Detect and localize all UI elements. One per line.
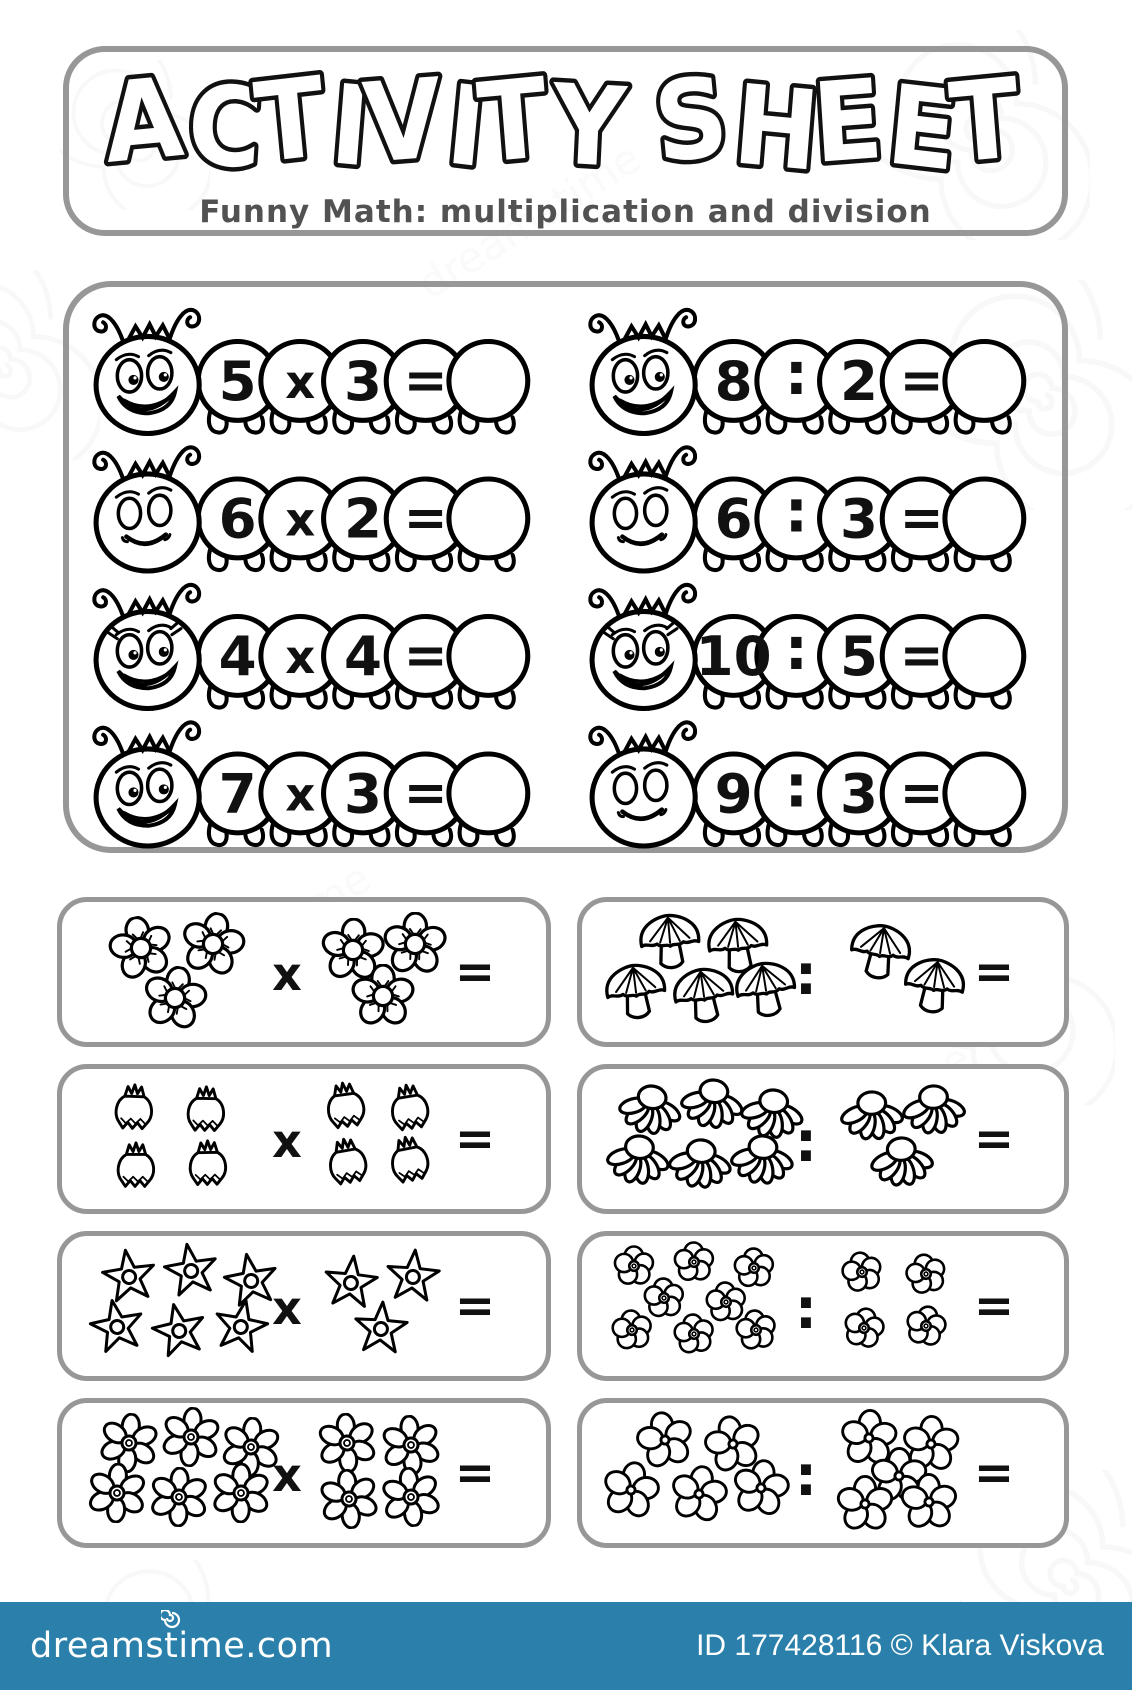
site-name: dreamstime.com [30,1626,334,1666]
caterpillar-segment [449,479,528,558]
daisy-icon [868,1136,936,1188]
caterpillar-head [96,474,199,571]
operator: : [794,1444,818,1509]
bluebell-icon [388,1082,430,1131]
operator: x [285,630,316,685]
operand-b: 3 [343,349,382,414]
caterpillar-head [592,749,695,846]
picture-problem-box [577,1231,1069,1381]
flower-six-petal-icon [316,1412,379,1474]
equals-sign: = [973,944,1015,1000]
daisy-icon [676,1076,748,1133]
mushroom-icon [902,956,967,1016]
operator: : [784,615,809,684]
caterpillar-segment [449,342,528,421]
operand-b: 3 [839,486,878,551]
antenna-icon [665,310,695,342]
equals-sign: = [454,1445,496,1501]
equals-sign: = [899,625,944,687]
star-flower-icon [87,1296,147,1354]
flower-six-petal-icon [149,1467,210,1527]
bluebell-icon [118,1143,153,1187]
operator: : [784,477,809,546]
operand-a: 4 [218,624,257,689]
antenna-icon [94,590,124,620]
operator: : [794,1277,818,1342]
equals-sign: = [454,1278,496,1334]
closed-eye-icon [118,498,140,528]
spiral-icon [161,1610,183,1632]
star-flower-icon [100,1247,158,1302]
equals-sign: = [899,487,944,549]
antenna-icon [665,447,695,479]
antenna-icon [94,728,124,758]
operand-a: 8 [714,349,753,414]
star-flower-icon [354,1300,409,1352]
equals-sign: = [403,625,448,687]
flower-five-petal-icon [382,912,449,976]
operand-a: 6 [218,486,257,551]
caterpillar-head [96,336,199,433]
equals-sign: = [899,350,944,412]
flower-six-petal-icon [378,1465,443,1530]
picture-problem-box [57,1231,551,1381]
forget-me-not-icon [597,1457,666,1523]
equals-sign: = [973,1278,1015,1334]
eye-icon [644,632,668,664]
operator: x [272,947,302,1001]
equals-sign: = [403,350,448,412]
operand-b: 3 [839,761,878,826]
caterpillar-segment [945,479,1024,558]
antenna-icon [590,728,620,758]
equals-sign: = [454,1111,496,1167]
picture-problem-box [577,1064,1069,1214]
caterpillar-illustration [94,447,527,571]
small-flower-icon [674,1242,713,1280]
equals-sign: = [973,1445,1015,1501]
star-flower-icon [162,1240,220,1296]
antenna-icon [665,722,695,754]
eye-icon [117,635,141,667]
antenna-icon [94,315,124,345]
eye-icon [613,635,637,667]
operator: x [272,1114,302,1168]
small-flower-icon [673,1312,715,1353]
caterpillar-column-left [83,295,555,847]
operator: x [272,1281,302,1335]
small-flower-icon [615,1246,654,1284]
eye-icon [644,357,668,389]
antenna-icon [169,585,199,617]
footer-bar [0,1602,1132,1690]
small-flower-icon [904,1304,948,1347]
forget-me-not-icon [727,1456,794,1521]
star-flower-icon [385,1248,440,1301]
bluebell-icon [190,1141,226,1185]
caterpillar-segment [449,616,528,695]
equals-sign: = [454,944,496,1000]
flower-six-petal-icon [379,1414,443,1477]
operand-a: 9 [714,761,753,826]
mushroom-icon [848,921,913,982]
operand-a: 6 [714,486,753,551]
operand-b: 2 [839,349,878,414]
header-box [63,46,1068,236]
picture-problem-box [57,897,551,1047]
caterpillar-segment [449,754,528,833]
page-title: ACTIVITY SHEET [98,56,1031,194]
small-flower-icon [705,1281,746,1321]
caterpillar-head [592,336,695,433]
flower-six-petal-icon [159,1406,223,1469]
caterpillar-column-right [579,295,1051,847]
bluebell-icon [388,1134,431,1183]
operator: : [784,340,809,409]
mushroom-icon [672,966,737,1026]
flower-five-petal-icon [137,962,213,1035]
small-flower-icon [734,1248,774,1287]
operator: x [272,1448,302,1502]
caterpillar-illustration [590,722,1023,846]
dreamstime-logo [30,1626,333,1666]
caterpillar-segment [945,754,1024,833]
operator: : [784,752,809,821]
flower-six-petal-icon [211,1463,271,1522]
bluebell-icon [116,1084,153,1129]
picture-problem-box [57,1398,551,1548]
operator: x [285,492,316,547]
eye-icon [148,632,172,664]
operand-b: 4 [343,624,382,689]
operator: x [285,355,316,410]
operand-b: 3 [343,761,382,826]
page-subtitle: Funny Math: multiplication and division [199,194,932,230]
small-flower-icon [903,1251,948,1295]
caterpillar-illustration [94,585,527,709]
caterpillar-segment [945,342,1024,421]
operand-b: 2 [343,486,382,551]
eye-icon [117,360,141,392]
daisy-icon [728,1134,797,1187]
operand-a: 10 [695,624,772,689]
closed-eye-icon [614,773,636,803]
picture-problem-box [577,1398,1069,1548]
closed-eye-icon [614,498,636,528]
daisy-icon [839,1091,906,1140]
image-credit: ID 177428116 © Klara Viskova [696,1629,1104,1662]
daisy-icon [603,1133,673,1188]
caterpillar-segment [945,616,1024,695]
equals-sign: = [899,762,944,824]
caterpillar-head [96,749,199,846]
antenna-icon [169,447,199,479]
daisy-icon [900,1085,967,1135]
eye-icon [148,357,172,389]
forget-me-not-icon [665,1462,733,1527]
equals-sign: = [973,1111,1015,1167]
star-flower-icon [323,1253,379,1307]
antenna-icon [590,590,620,620]
bluebell-icon [325,1081,366,1129]
antenna-icon [169,722,199,754]
closed-eye-icon [645,495,667,525]
closed-eye-icon [149,495,171,525]
caterpillar-illustration [590,447,1023,571]
small-flower-icon [842,1305,886,1349]
picture-problem-box [57,1064,551,1214]
antenna-icon [590,453,620,483]
bluebell-icon [188,1087,224,1131]
operator: : [794,943,818,1008]
flower-six-petal-icon [86,1463,148,1524]
antenna-icon [665,585,695,617]
eye-icon [117,772,141,804]
small-flower-icon [644,1277,684,1317]
star-flower-icon [148,1299,208,1357]
mushroom-icon [604,962,668,1021]
caterpillar-illustration [94,722,527,846]
page-title-art [89,56,1042,194]
eye-icon [148,769,172,801]
caterpillar-illustration [590,585,1023,709]
operand-b: 5 [839,624,878,689]
eye-icon [613,360,637,392]
small-flower-icon [611,1309,653,1350]
daisy-icon [614,1081,687,1139]
daisy-icon [665,1137,735,1191]
caterpillar-illustration [94,310,527,434]
bluebell-icon [326,1136,368,1185]
antenna-icon [94,453,124,483]
mushroom-icon [639,913,701,970]
flower-six-petal-icon [317,1467,381,1531]
equals-sign: = [403,487,448,549]
caterpillar-problems-box [63,281,1068,853]
operand-a: 5 [218,349,257,414]
caterpillar-head [592,474,695,571]
operand-a: 7 [218,761,257,826]
flower-six-petal-icon [97,1411,161,1475]
operator: x [285,767,316,822]
caterpillar-illustration [590,310,1023,434]
closed-eye-icon [645,770,667,800]
antenna-icon [590,315,620,345]
operator: : [794,1110,818,1175]
antenna-icon [169,310,199,342]
small-flower-icon [840,1249,884,1293]
picture-problem-box [577,897,1069,1047]
equals-sign: = [403,762,448,824]
